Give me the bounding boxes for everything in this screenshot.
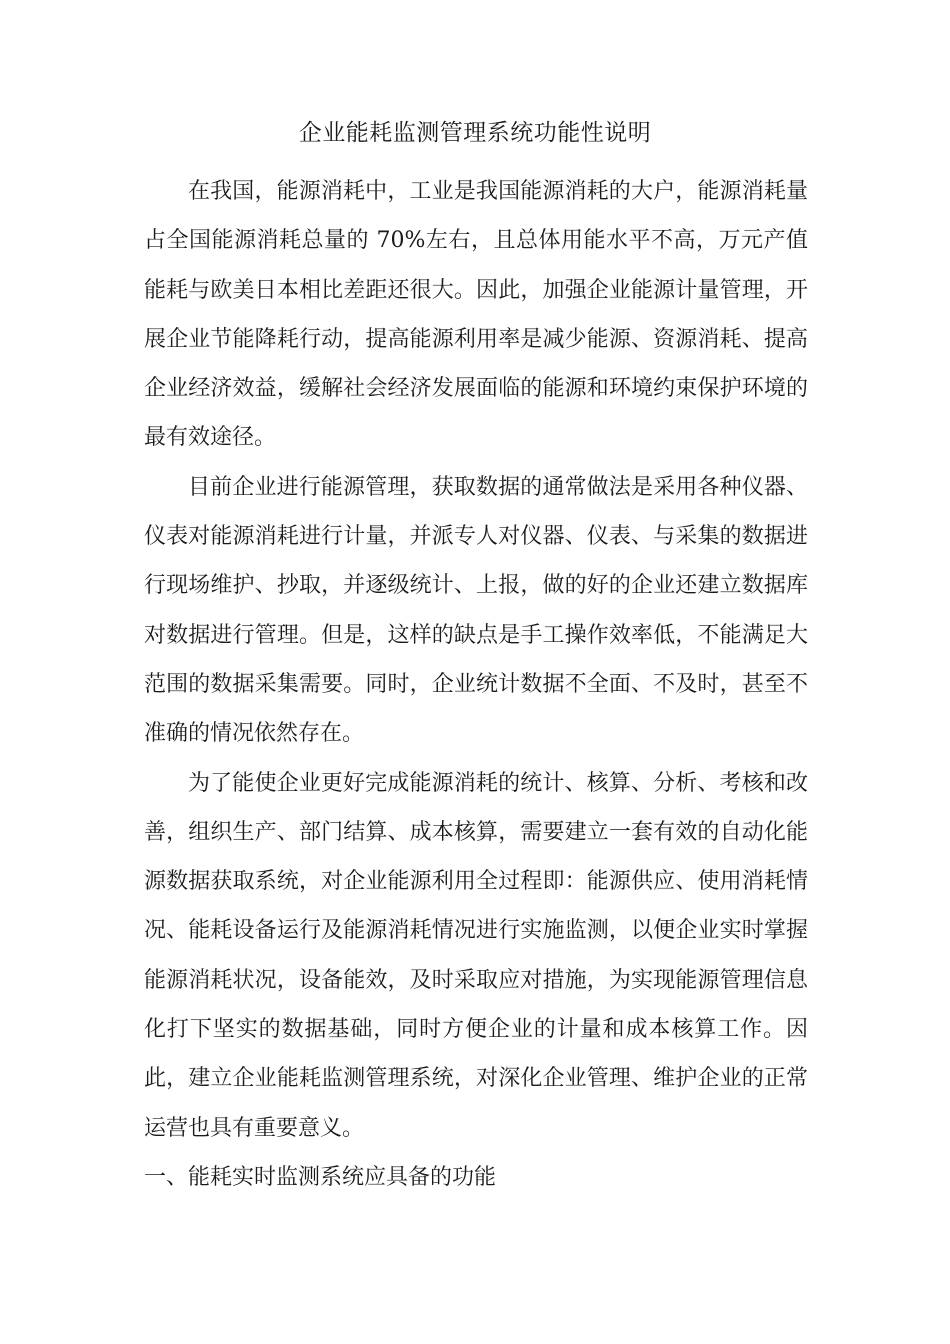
document-title: 企业能耗监测管理系统功能性说明 — [298, 120, 652, 146]
section-heading: 一、能耗实时监测系统应具备的功能 — [144, 1164, 497, 1190]
paragraph-energy-consumption: 在我国，能源消耗中，工业是我国能源消耗的大户，能源消耗量占全国能源消耗总量的 70%左右，且总体用能水平不高，万元产值能耗与欧美日本相比差距还很大。因此，加强企业能源计量管理，开展企业节能降耗行动，提高能源利用率是减少能源、资源消耗、提高企业经济效益，缓解社会经济发展面临的能源和环境约束保护环境的最有效途径。 — [144, 179, 808, 451]
paragraph-current-management: 目前企业进行能源管理，获取数据的通常做法是采用各种仪器、仪表对能源消耗进行计量，并派专人对仪器、仪表、与采集的数据进行现场维护、抄取，并逐级统计、上报，做的好的企业还建立数据库对数据进行管理。但是，这样的缺点是手工操作效率低，不能满足大范围的数据采集需要。同时，企业统计数据不全面、不及时，甚至不准确的情况依然存在。 — [144, 474, 808, 747]
document-body — [144, 167, 808, 1202]
paragraph-system-need: 为了能使企业更好完成能源消耗的统计、核算、分析、考核和改善，组织生产、部门结算、成本核算，需要建立一套有效的自动化能源数据获取系统，对企业能源利用全过程即：能源供应、使用消耗情况、能耗设备运行及能源消耗情况进行实施监测，以便企业实时掌握能源消耗状况，设备能效，及时采取应对措施，为实现能源管理信息化打下坚实的数据基础，同时方便企业的计量和成本核算工作。因此，建立企业能耗监测管理系统，对深化企业管理、维护企业的正常运营也具有重要意义。 — [144, 770, 808, 1141]
